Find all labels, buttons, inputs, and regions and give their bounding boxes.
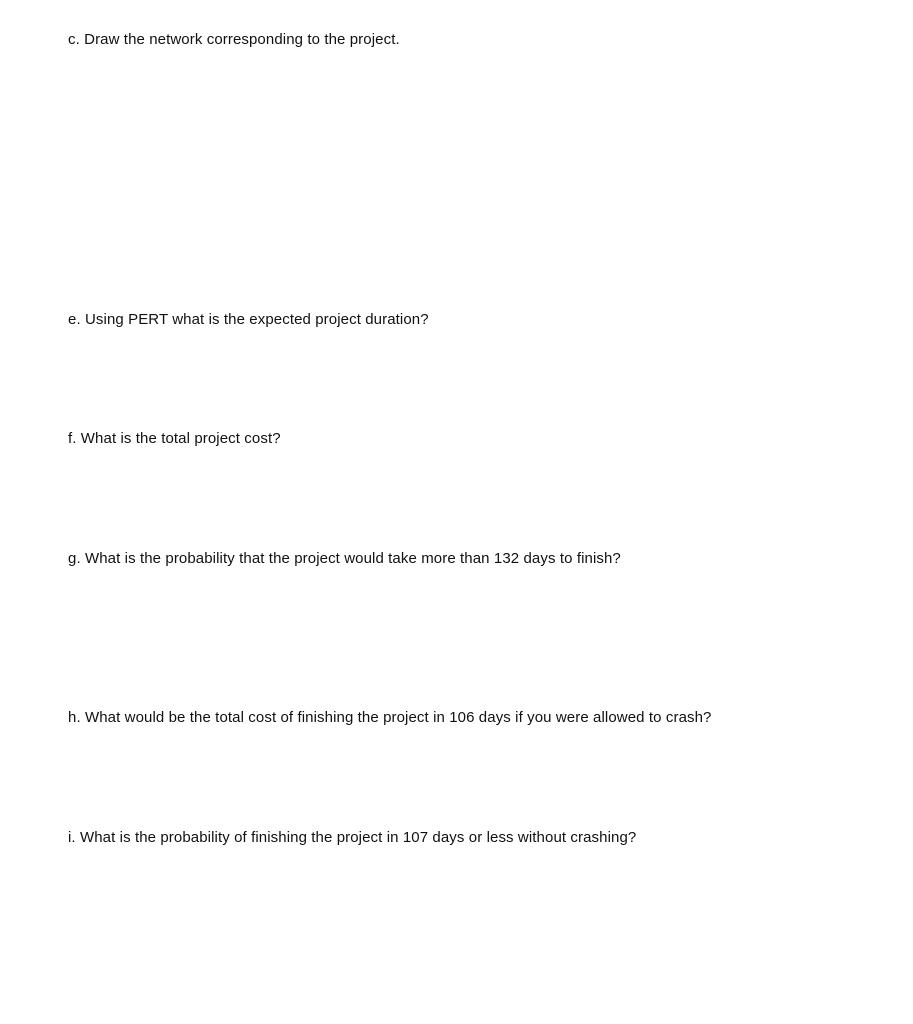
question-g: g. What is the probability that the project would take more than 132 days to finish? xyxy=(68,550,621,567)
question-e: e. Using PERT what is the expected project duration? xyxy=(68,311,429,328)
question-f: f. What is the total project cost? xyxy=(68,430,281,447)
question-i: i. What is the probability of finishing the project in 107 days or less without crashing? xyxy=(68,829,637,846)
question-h: h. What would be the total cost of finishing the project in 106 days if you were allowed to crash? xyxy=(68,709,712,726)
question-c: c. Draw the network corresponding to the project. xyxy=(68,31,400,48)
